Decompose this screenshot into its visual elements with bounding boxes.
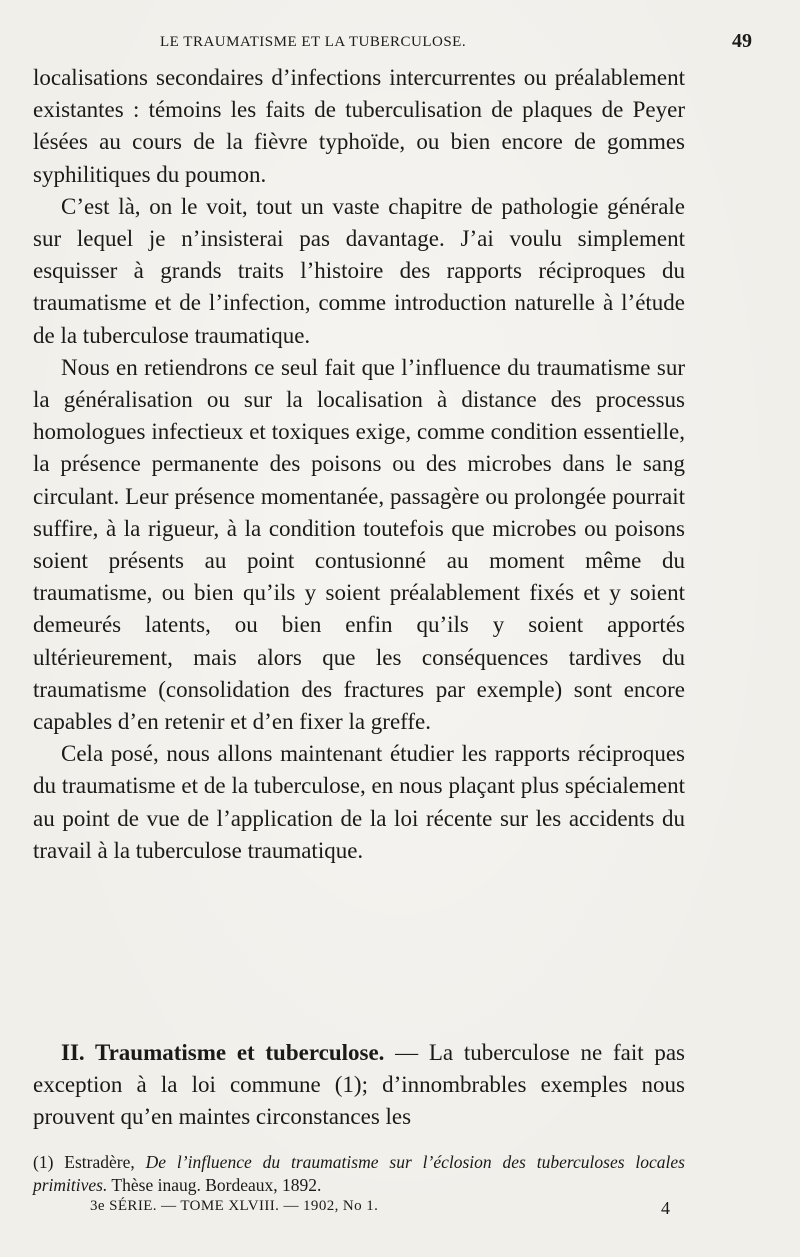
- paragraph-4: Cela posé, nous allons maintenant étudier les rapports réciproques du traumatisme et de la tuberculose, en nous plaçant plus spécialement au point de vue de l’application de la loi récente sur les accidents du travail à la tuberculose traumatique.: [33, 741, 685, 863]
- section-paragraph: [33, 1037, 685, 1134]
- signature-mark: 4: [661, 1198, 670, 1218]
- page-number: 49: [732, 30, 752, 52]
- paragraph-1: localisations secondaires d’infections intercurrentes ou préalablement existantes : témoins les faits de tuberculisation de plaques de Peyer lésées au cours de la fièvre typhoïde, ou bien encore de gommes syphilitiques du poumon.: [33, 65, 685, 187]
- footnote-marker: (1) Estradère,: [33, 1152, 146, 1172]
- section-text: — La tuberculose ne fait pas exception à la loi commune (1); d’innombrables exemples nous prouvent qu’en maintes circonstances les: [33, 1040, 685, 1130]
- series-info: 3e SÉRIE. — TOME XLVIII. — 1902, No 1.: [90, 1198, 379, 1214]
- footnote: [33, 1151, 685, 1197]
- footnote-title: De l’influence du traumatisme sur l’éclosion des tuberculoses locales primitives.: [33, 1152, 685, 1195]
- section-heading: II. Traumatisme et tuberculose.: [61, 1040, 385, 1065]
- section-block: [33, 1037, 685, 1134]
- running-head: [60, 30, 760, 58]
- running-title: LE TRAUMATISME ET LA TUBERCULOSE.: [160, 34, 467, 50]
- footnote-rest: Thèse inaug. Bordeaux, 1892.: [107, 1175, 322, 1195]
- body-text: [33, 62, 685, 867]
- paragraph-3: Nous en retiendrons ce seul fait que l’influence du traumatisme sur la généralisation ou sur la localisation à distance des processus homologues infectieux et toxiques exige, comme condition essentielle, la présence permanente des poisons ou des microbes dans le sang circulant. Leur présence momentanée, passagère ou prolongée pourrait suffire, à la rigueur, à la condition toutefois que microbes ou poisons soient présents au point contusionné au moment même du traumatisme, ou bien qu’ils y soient préalablement fixés et y soient demeurés latents, ou bien enfin qu’ils y soient apportés ultérieurement, mais alors que les conséquences tardives du traumatisme (consolidation des fractures par exemple) sont encore capables d’en retenir et d’en fixer la greffe.: [33, 354, 685, 735]
- signature-line: [60, 1198, 760, 1222]
- paragraph-2: C’est là, on le voit, tout un vaste chapitre de pathologie générale sur lequel je n’insisterai pas davantage. J’ai voulu simplement esquisser à grands traits l’histoire des rapports réciproques du traumatisme et de l’infection, comme introduction naturelle à l’étude de la tuberculose traumatique.: [33, 193, 685, 348]
